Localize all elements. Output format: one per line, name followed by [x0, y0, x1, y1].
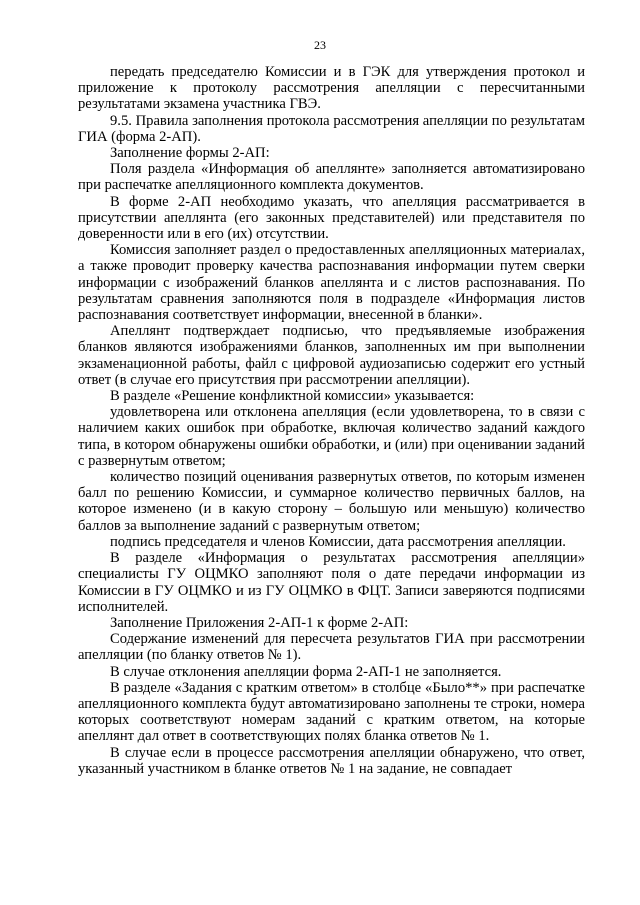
paragraph: Комиссия заполняет раздел о предоставленных апелляционных материалах, а также проводит проверку качества распознавания информации путем сверки информации с изображений бланков апеллянта и с листов распознавания. По результатам сравнения заполняются поля в подразделе «Информация листов распознавания соответствует информации, внесенной в бланки». — [78, 242, 585, 324]
paragraph: передать председателю Комиссии и в ГЭК для утверждения протокол и приложение к протоколу рассмотрения апелляции с пересчитанными результатами экзамена участника ГВЭ. — [78, 64, 585, 113]
paragraph: Содержание изменений для пересчета результатов ГИА при рассмотрении апелляции (по бланку ответов № 1). — [78, 631, 585, 664]
section-heading-9-5: 9.5. Правила заполнения протокола рассмотрения апелляции по результатам ГИА (форма 2-АП). — [78, 112, 585, 145]
paragraph: В разделе «Решение конфликтной комиссии» указывается: — [110, 388, 475, 405]
paragraph: В случае если в процессе рассмотрения апелляции обнаружено, что ответ, указанный участником в бланке ответов № 1 на задание, не совпадает — [78, 744, 585, 777]
paragraph: Заполнение формы 2-АП: — [110, 145, 270, 162]
paragraph: Поля раздела «Информация об апеллянте» заполняется автоматизировано при распечатке апелляционного комплекта документов. — [78, 161, 585, 194]
paragraph: В случае отклонения апелляции форма 2-АП-1 не заполняется. — [110, 663, 502, 680]
paragraph: Апеллянт подтверждает подписью, что предъявляемые изображения бланков являются изображениями бланков, заполненных им при выполнении экзаменационной работы, файл с цифровой аудиозаписью содержит его устный ответ (в случае его присутствия при рассмотрении апелляции). — [78, 323, 585, 388]
document-body — [78, 64, 585, 777]
list-item: удовлетворена или отклонена апелляция (если удовлетворена, то в связи с наличием каких ошибок при обработке, включая количество заданий каждого типа, в котором обнаружены ошибки обработки, и (или) при оценивании заданий с развернутым ответом; — [78, 404, 585, 469]
list-item: количество позиций оценивания развернутых ответов, по которым изменен балл по решению Комиссии, и суммарное количество первичных баллов, на которое изменено (и в какую сторону – большую или меньшую) количество баллов за выполнение заданий с развернутым ответом; — [78, 469, 585, 534]
paragraph: В разделе «Информация о результатах рассмотрения апелляции» специалисты ГУ ОЦМКО заполняют поля о дате передачи информации из Комиссии в ГУ ОЦМКО и из ГУ ОЦМКО в ФЦТ. Записи заверяются подписями исполнителей. — [78, 550, 585, 615]
paragraph: В разделе «Задания с кратким ответом» в столбце «Было**» при распечатке апелляционного комплекта будут автоматизировано заполнены те строки, номера которых соответствуют номерам заданий с кратким ответом, на которые апеллянт дал ответ в соответствующих полях бланка ответов № 1. — [78, 679, 585, 745]
list-item: подпись председателя и членов Комиссии, дата рассмотрения апелляции. — [110, 533, 566, 550]
page-number: 23 — [314, 38, 326, 52]
paragraph: В форме 2-АП необходимо указать, что апелляция рассматривается в присутствии апеллянта (его законных представителей) или представителя по доверенности или в его (их) отсутствии. — [78, 193, 585, 243]
paragraph: Заполнение Приложения 2-АП-1 к форме 2-АП: — [110, 614, 409, 631]
